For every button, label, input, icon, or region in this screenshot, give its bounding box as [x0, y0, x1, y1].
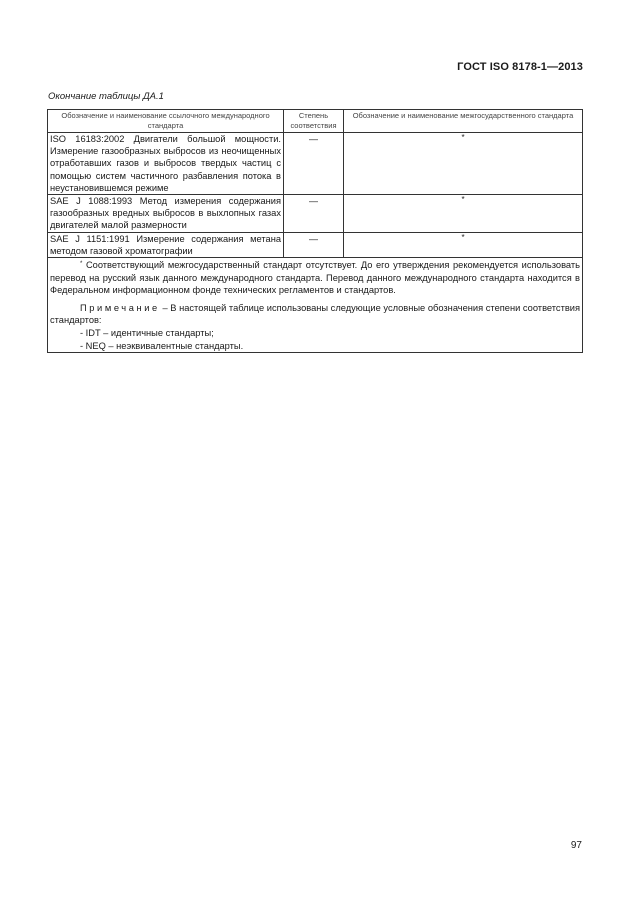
- table-note: [50, 302, 580, 327]
- international-standard-cell: SAE J 1151:1991 Измерение содержания метана методом газовой хроматографии: [48, 232, 284, 257]
- table-row: [48, 133, 583, 195]
- interstate-standard-cell: *: [344, 133, 583, 195]
- international-standard-cell: ISO 16183:2002 Двигатели большой мощности. Измерение газообразных выбросов из неочищенных отработавших газов и выбросов твердых частиц с помощью систем частичного разбавления потока в неустановившемся режиме: [48, 133, 284, 195]
- note-item-idt: - IDT – идентичные стандарты;: [80, 328, 214, 338]
- interstate-standard-cell: *: [344, 195, 583, 233]
- footnote-text: Соответствующий межгосударственный стандарт отсутствует. До его утверждения рекомендуется использовать перевод на русский язык данного международного стандарта. Перевод данного международного стандарта находится в Федеральном информационном фонде технических регламентов и стандартов.: [50, 260, 580, 296]
- header-degree-of-conformity: Степень соответствия: [284, 110, 344, 133]
- table-notes-row: [48, 258, 583, 353]
- degree-cell: —: [284, 232, 344, 257]
- footnote-mark: *: [80, 261, 83, 268]
- header-international-standard: Обозначение и наименование ссылочного международного стандарта: [48, 110, 284, 133]
- interstate-standard-cell: *: [344, 232, 583, 257]
- degree-cell: —: [284, 195, 344, 233]
- table-caption: Окончание таблицы ДА.1: [48, 91, 164, 102]
- international-standard-cell: SAE J 1088:1993 Метод измерения содержания газообразных вредных выбросов в выхлопных газах двигателей малой размерности: [48, 195, 284, 233]
- table-notes-cell: [48, 258, 583, 353]
- note-item-neq: - NEQ – неэквивалентные стандарты.: [80, 340, 244, 351]
- reference-standards-table: [47, 109, 583, 353]
- page-number: 97: [570, 840, 582, 851]
- note-text: – В настоящей таблице использованы следующие условные обозначения степени соответствия стандартов:: [50, 302, 580, 326]
- table-row: [48, 232, 583, 257]
- header-interstate-standard: Обозначение и наименование межгосударственного стандарта: [344, 110, 583, 133]
- table-footnote: [50, 258, 580, 297]
- degree-cell: —: [284, 133, 344, 195]
- table-header-row: [48, 110, 583, 133]
- note-label: Примечание: [80, 302, 160, 313]
- table-row: [48, 195, 583, 233]
- document-code: ГОСТ ISO 8178-1—2013: [457, 61, 583, 73]
